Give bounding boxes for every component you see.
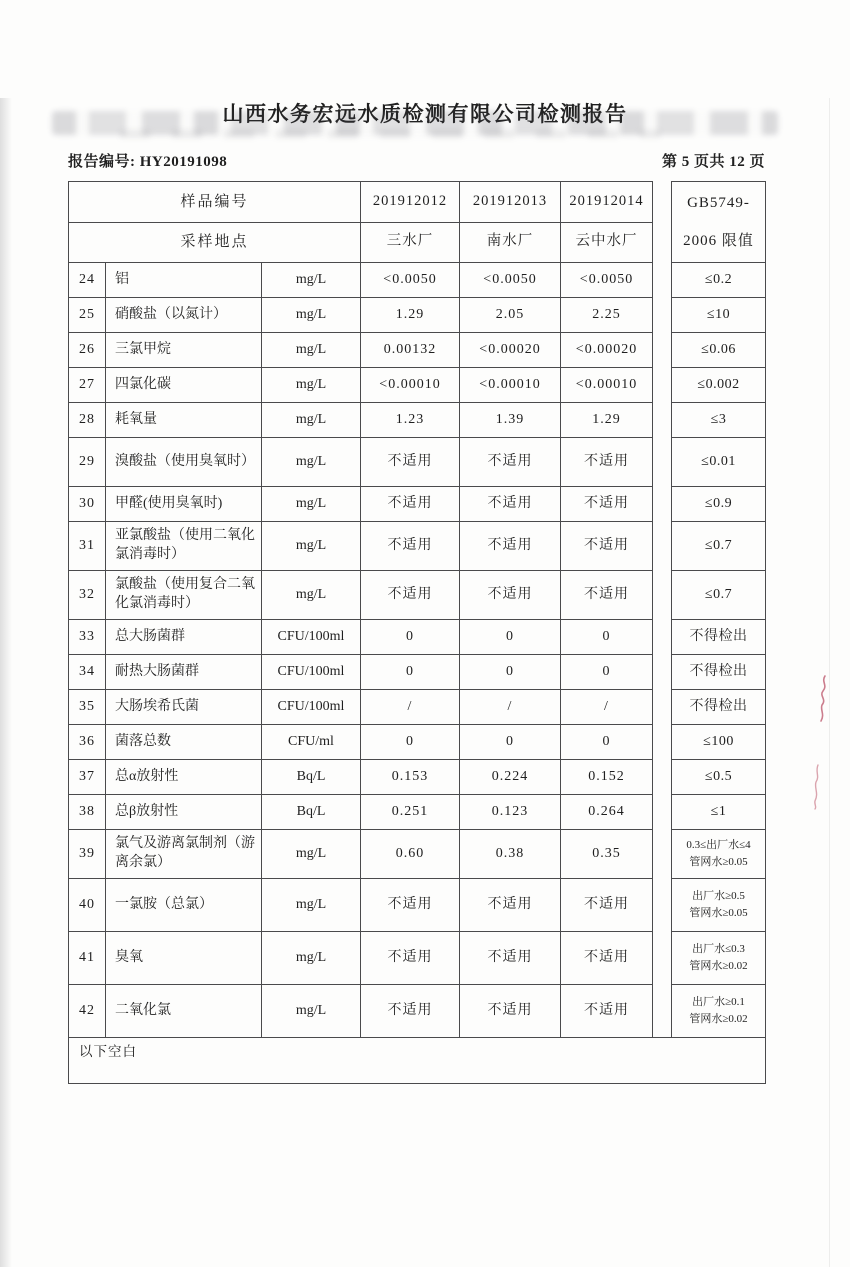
column-gap xyxy=(653,333,672,368)
item-name-cell: 溴酸盐（使用臭氧时） xyxy=(106,438,262,487)
result-cell: 不适用 xyxy=(361,879,460,932)
column-gap xyxy=(653,830,672,879)
result-cell: 2.05 xyxy=(460,298,561,333)
limit-cell xyxy=(672,879,766,932)
limit-column-header xyxy=(672,182,766,263)
item-name-cell: 二氧化氯 xyxy=(106,985,262,1038)
result-cell: 不适用 xyxy=(561,879,653,932)
limit-cell: ≤0.7 xyxy=(672,571,766,620)
unit-cell: mg/L xyxy=(262,333,361,368)
result-cell: 不适用 xyxy=(561,487,653,522)
result-cell: 0 xyxy=(460,655,561,690)
row-number-cell: 28 xyxy=(69,403,106,438)
result-cell: 0 xyxy=(561,655,653,690)
row-number-cell: 35 xyxy=(69,690,106,725)
limit-cell: 不得检出 xyxy=(672,620,766,655)
unit-cell: mg/L xyxy=(262,487,361,522)
result-cell: 不适用 xyxy=(460,879,561,932)
table-footer-row xyxy=(69,1038,766,1084)
column-gap xyxy=(653,879,672,932)
limit-cell: 不得检出 xyxy=(672,690,766,725)
table-row xyxy=(69,487,766,522)
result-cell: 0.224 xyxy=(460,760,561,795)
row-number-cell: 38 xyxy=(69,795,106,830)
limit-cell: 不得检出 xyxy=(672,655,766,690)
result-cell: 不适用 xyxy=(561,932,653,985)
limit-line-1: 出厂水≤0.3 xyxy=(692,942,745,955)
result-cell: 不适用 xyxy=(460,932,561,985)
limit-cell xyxy=(672,932,766,985)
result-cell: 不适用 xyxy=(361,487,460,522)
result-cell: 不适用 xyxy=(361,571,460,620)
unit-cell: mg/L xyxy=(262,985,361,1038)
result-cell: 0.35 xyxy=(561,830,653,879)
table-row xyxy=(69,263,766,298)
result-cell: 不适用 xyxy=(561,571,653,620)
report-meta-row xyxy=(68,150,765,171)
result-cell: 不适用 xyxy=(460,985,561,1038)
result-cell: <0.00020 xyxy=(460,333,561,368)
limit-cell xyxy=(672,830,766,879)
column-gap xyxy=(653,403,672,438)
limit-cell: ≤0.9 xyxy=(672,487,766,522)
limit-cell: ≤3 xyxy=(672,403,766,438)
sample-id-value: 201912012 xyxy=(361,182,460,223)
item-name-cell: 臭氧 xyxy=(106,932,262,985)
result-cell: 不适用 xyxy=(361,522,460,571)
result-cell: 0 xyxy=(561,725,653,760)
column-gap xyxy=(653,725,672,760)
table-row xyxy=(69,620,766,655)
result-cell: <0.00020 xyxy=(561,333,653,368)
page-title: 山西水务宏远水质检测有限公司检测报告 xyxy=(222,102,628,126)
result-cell: / xyxy=(561,690,653,725)
unit-cell: Bq/L xyxy=(262,795,361,830)
item-name-cell: 亚氯酸盐（使用二氧化氯消毒时） xyxy=(106,522,262,571)
result-cell: 不适用 xyxy=(460,571,561,620)
result-cell: 不适用 xyxy=(460,487,561,522)
limit-header-line1: GB5749- xyxy=(687,195,750,211)
table-row xyxy=(69,438,766,487)
location-header: 采样地点 xyxy=(69,222,361,263)
row-number-cell: 30 xyxy=(69,487,106,522)
item-name-cell: 氯酸盐（使用复合二氧化氯消毒时） xyxy=(106,571,262,620)
red-ink-mark xyxy=(816,674,832,724)
scan-smudge xyxy=(120,130,660,138)
limit-line-2: 管网水≥0.02 xyxy=(689,960,748,972)
result-cell: 0.123 xyxy=(460,795,561,830)
item-name-cell: 氯气及游离氯制剂（游离余氯） xyxy=(106,830,262,879)
column-gap xyxy=(653,795,672,830)
result-cell: 0 xyxy=(460,725,561,760)
table-footer-note: 以下空白 xyxy=(69,1038,766,1084)
result-cell: 0 xyxy=(561,620,653,655)
table-row xyxy=(69,368,766,403)
unit-cell: mg/L xyxy=(262,830,361,879)
table-header-row xyxy=(69,222,766,263)
scan-edge-shade xyxy=(0,98,12,1267)
result-cell: 不适用 xyxy=(361,932,460,985)
row-number-cell: 33 xyxy=(69,620,106,655)
sample-id-value: 201912014 xyxy=(561,182,653,223)
result-cell: 0 xyxy=(361,620,460,655)
document-page xyxy=(0,98,850,1084)
limit-cell: ≤100 xyxy=(672,725,766,760)
result-cell: 0 xyxy=(361,725,460,760)
table-row xyxy=(69,655,766,690)
row-number-cell: 24 xyxy=(69,263,106,298)
result-cell: <0.0050 xyxy=(361,263,460,298)
unit-cell: CFU/ml xyxy=(262,725,361,760)
limit-cell: ≤0.01 xyxy=(672,438,766,487)
item-name-cell: 四氯化碳 xyxy=(106,368,262,403)
item-name-cell: 一氯胺（总氯） xyxy=(106,879,262,932)
limit-line-1: 0.3≤出厂水≤4 xyxy=(686,838,751,851)
row-number-cell: 36 xyxy=(69,725,106,760)
row-number-cell: 29 xyxy=(69,438,106,487)
result-cell: 1.29 xyxy=(561,403,653,438)
limit-line-2: 管网水≥0.05 xyxy=(689,907,748,919)
result-cell: 0.251 xyxy=(361,795,460,830)
result-cell: 1.29 xyxy=(361,298,460,333)
row-number-cell: 25 xyxy=(69,298,106,333)
unit-cell: mg/L xyxy=(262,879,361,932)
row-number-cell: 32 xyxy=(69,571,106,620)
row-number-cell: 31 xyxy=(69,522,106,571)
column-gap xyxy=(653,571,672,620)
table-header-row xyxy=(69,182,766,223)
column-gap xyxy=(653,368,672,403)
red-ink-mark xyxy=(810,763,824,811)
report-number xyxy=(68,150,227,171)
table-row xyxy=(69,985,766,1038)
row-number-cell: 34 xyxy=(69,655,106,690)
table-row xyxy=(69,522,766,571)
unit-cell: CFU/100ml xyxy=(262,690,361,725)
row-number-cell: 39 xyxy=(69,830,106,879)
result-cell: 0 xyxy=(460,620,561,655)
result-cell: 不适用 xyxy=(561,522,653,571)
result-cell: 0.153 xyxy=(361,760,460,795)
result-cell: 0.264 xyxy=(561,795,653,830)
item-name-cell: 菌落总数 xyxy=(106,725,262,760)
result-cell: 0 xyxy=(361,655,460,690)
table-row xyxy=(69,879,766,932)
page-indicator: 第 5 页共 12 页 xyxy=(661,154,765,170)
unit-cell: CFU/100ml xyxy=(262,655,361,690)
table-row xyxy=(69,830,766,879)
unit-cell: mg/L xyxy=(262,438,361,487)
column-gap xyxy=(653,985,672,1038)
result-cell: 1.23 xyxy=(361,403,460,438)
result-cell: 不适用 xyxy=(561,985,653,1038)
result-cell: 不适用 xyxy=(460,522,561,571)
item-name-cell: 总α放射性 xyxy=(106,760,262,795)
result-cell: <0.0050 xyxy=(561,263,653,298)
table-row xyxy=(69,333,766,368)
column-gap xyxy=(653,487,672,522)
result-cell: <0.0050 xyxy=(460,263,561,298)
item-name-cell: 三氯甲烷 xyxy=(106,333,262,368)
limit-cell: ≤0.2 xyxy=(672,263,766,298)
item-name-cell: 耐热大肠菌群 xyxy=(106,655,262,690)
result-cell: <0.00010 xyxy=(460,368,561,403)
result-cell: / xyxy=(460,690,561,725)
column-gap xyxy=(653,655,672,690)
row-number-cell: 41 xyxy=(69,932,106,985)
limit-cell: ≤0.5 xyxy=(672,760,766,795)
table-row xyxy=(69,690,766,725)
result-cell: <0.00010 xyxy=(561,368,653,403)
table-row xyxy=(69,571,766,620)
limit-line-2: 管网水≥0.05 xyxy=(689,856,748,868)
result-cell: 0.00132 xyxy=(361,333,460,368)
result-cell: 不适用 xyxy=(460,438,561,487)
sample-id-value: 201912013 xyxy=(460,182,561,223)
row-number-cell: 37 xyxy=(69,760,106,795)
column-gap xyxy=(653,298,672,333)
column-gap xyxy=(653,222,672,263)
item-name-cell: 甲醛(使用臭氧时) xyxy=(106,487,262,522)
report-number-value: HY20191098 xyxy=(139,154,228,170)
report-table xyxy=(68,181,766,1084)
table-row xyxy=(69,760,766,795)
item-name-cell: 硝酸盐（以氮计） xyxy=(106,298,262,333)
report-number-label: 报告编号: xyxy=(68,154,136,170)
table-row xyxy=(69,725,766,760)
result-cell: 0.60 xyxy=(361,830,460,879)
row-number-cell: 40 xyxy=(69,879,106,932)
unit-cell: mg/L xyxy=(262,403,361,438)
result-cell: 1.39 xyxy=(460,403,561,438)
unit-cell: mg/L xyxy=(262,298,361,333)
limit-line-1: 出厂水≥0.5 xyxy=(692,889,745,902)
row-number-cell: 42 xyxy=(69,985,106,1038)
table-row xyxy=(69,795,766,830)
unit-cell: mg/L xyxy=(262,932,361,985)
result-cell: 不适用 xyxy=(361,438,460,487)
result-cell: 2.25 xyxy=(561,298,653,333)
location-value: 云中水厂 xyxy=(561,222,653,263)
item-name-cell: 总大肠菌群 xyxy=(106,620,262,655)
item-name-cell: 耗氧量 xyxy=(106,403,262,438)
column-gap xyxy=(653,182,672,223)
limit-cell: ≤10 xyxy=(672,298,766,333)
column-gap xyxy=(653,620,672,655)
table-row xyxy=(69,932,766,985)
column-gap xyxy=(653,438,672,487)
result-cell: <0.00010 xyxy=(361,368,460,403)
row-number-cell: 27 xyxy=(69,368,106,403)
sample-id-header: 样品编号 xyxy=(69,182,361,223)
result-cell: 不适用 xyxy=(561,438,653,487)
column-gap xyxy=(653,263,672,298)
limit-line-1: 出厂水≥0.1 xyxy=(692,995,745,1008)
result-cell: 0.38 xyxy=(460,830,561,879)
unit-cell: Bq/L xyxy=(262,760,361,795)
location-value: 南水厂 xyxy=(460,222,561,263)
limit-cell: ≤1 xyxy=(672,795,766,830)
unit-cell: mg/L xyxy=(262,522,361,571)
item-name-cell: 总β放射性 xyxy=(106,795,262,830)
column-gap xyxy=(653,760,672,795)
table-row xyxy=(69,298,766,333)
limit-cell: ≤0.7 xyxy=(672,522,766,571)
location-value: 三水厂 xyxy=(361,222,460,263)
column-gap xyxy=(653,522,672,571)
row-number-cell: 26 xyxy=(69,333,106,368)
item-name-cell: 铝 xyxy=(106,263,262,298)
unit-cell: mg/L xyxy=(262,263,361,298)
limit-cell: ≤0.002 xyxy=(672,368,766,403)
unit-cell: mg/L xyxy=(262,571,361,620)
item-name-cell: 大肠埃希氏菌 xyxy=(106,690,262,725)
limit-header-line2: 2006 限值 xyxy=(683,233,754,249)
limit-cell: ≤0.06 xyxy=(672,333,766,368)
unit-cell: mg/L xyxy=(262,368,361,403)
limit-cell xyxy=(672,985,766,1038)
result-cell: 不适用 xyxy=(361,985,460,1038)
column-gap xyxy=(653,690,672,725)
result-cell: / xyxy=(361,690,460,725)
column-gap xyxy=(653,932,672,985)
unit-cell: CFU/100ml xyxy=(262,620,361,655)
limit-line-2: 管网水≥0.02 xyxy=(689,1013,748,1025)
result-cell: 0.152 xyxy=(561,760,653,795)
table-row xyxy=(69,403,766,438)
